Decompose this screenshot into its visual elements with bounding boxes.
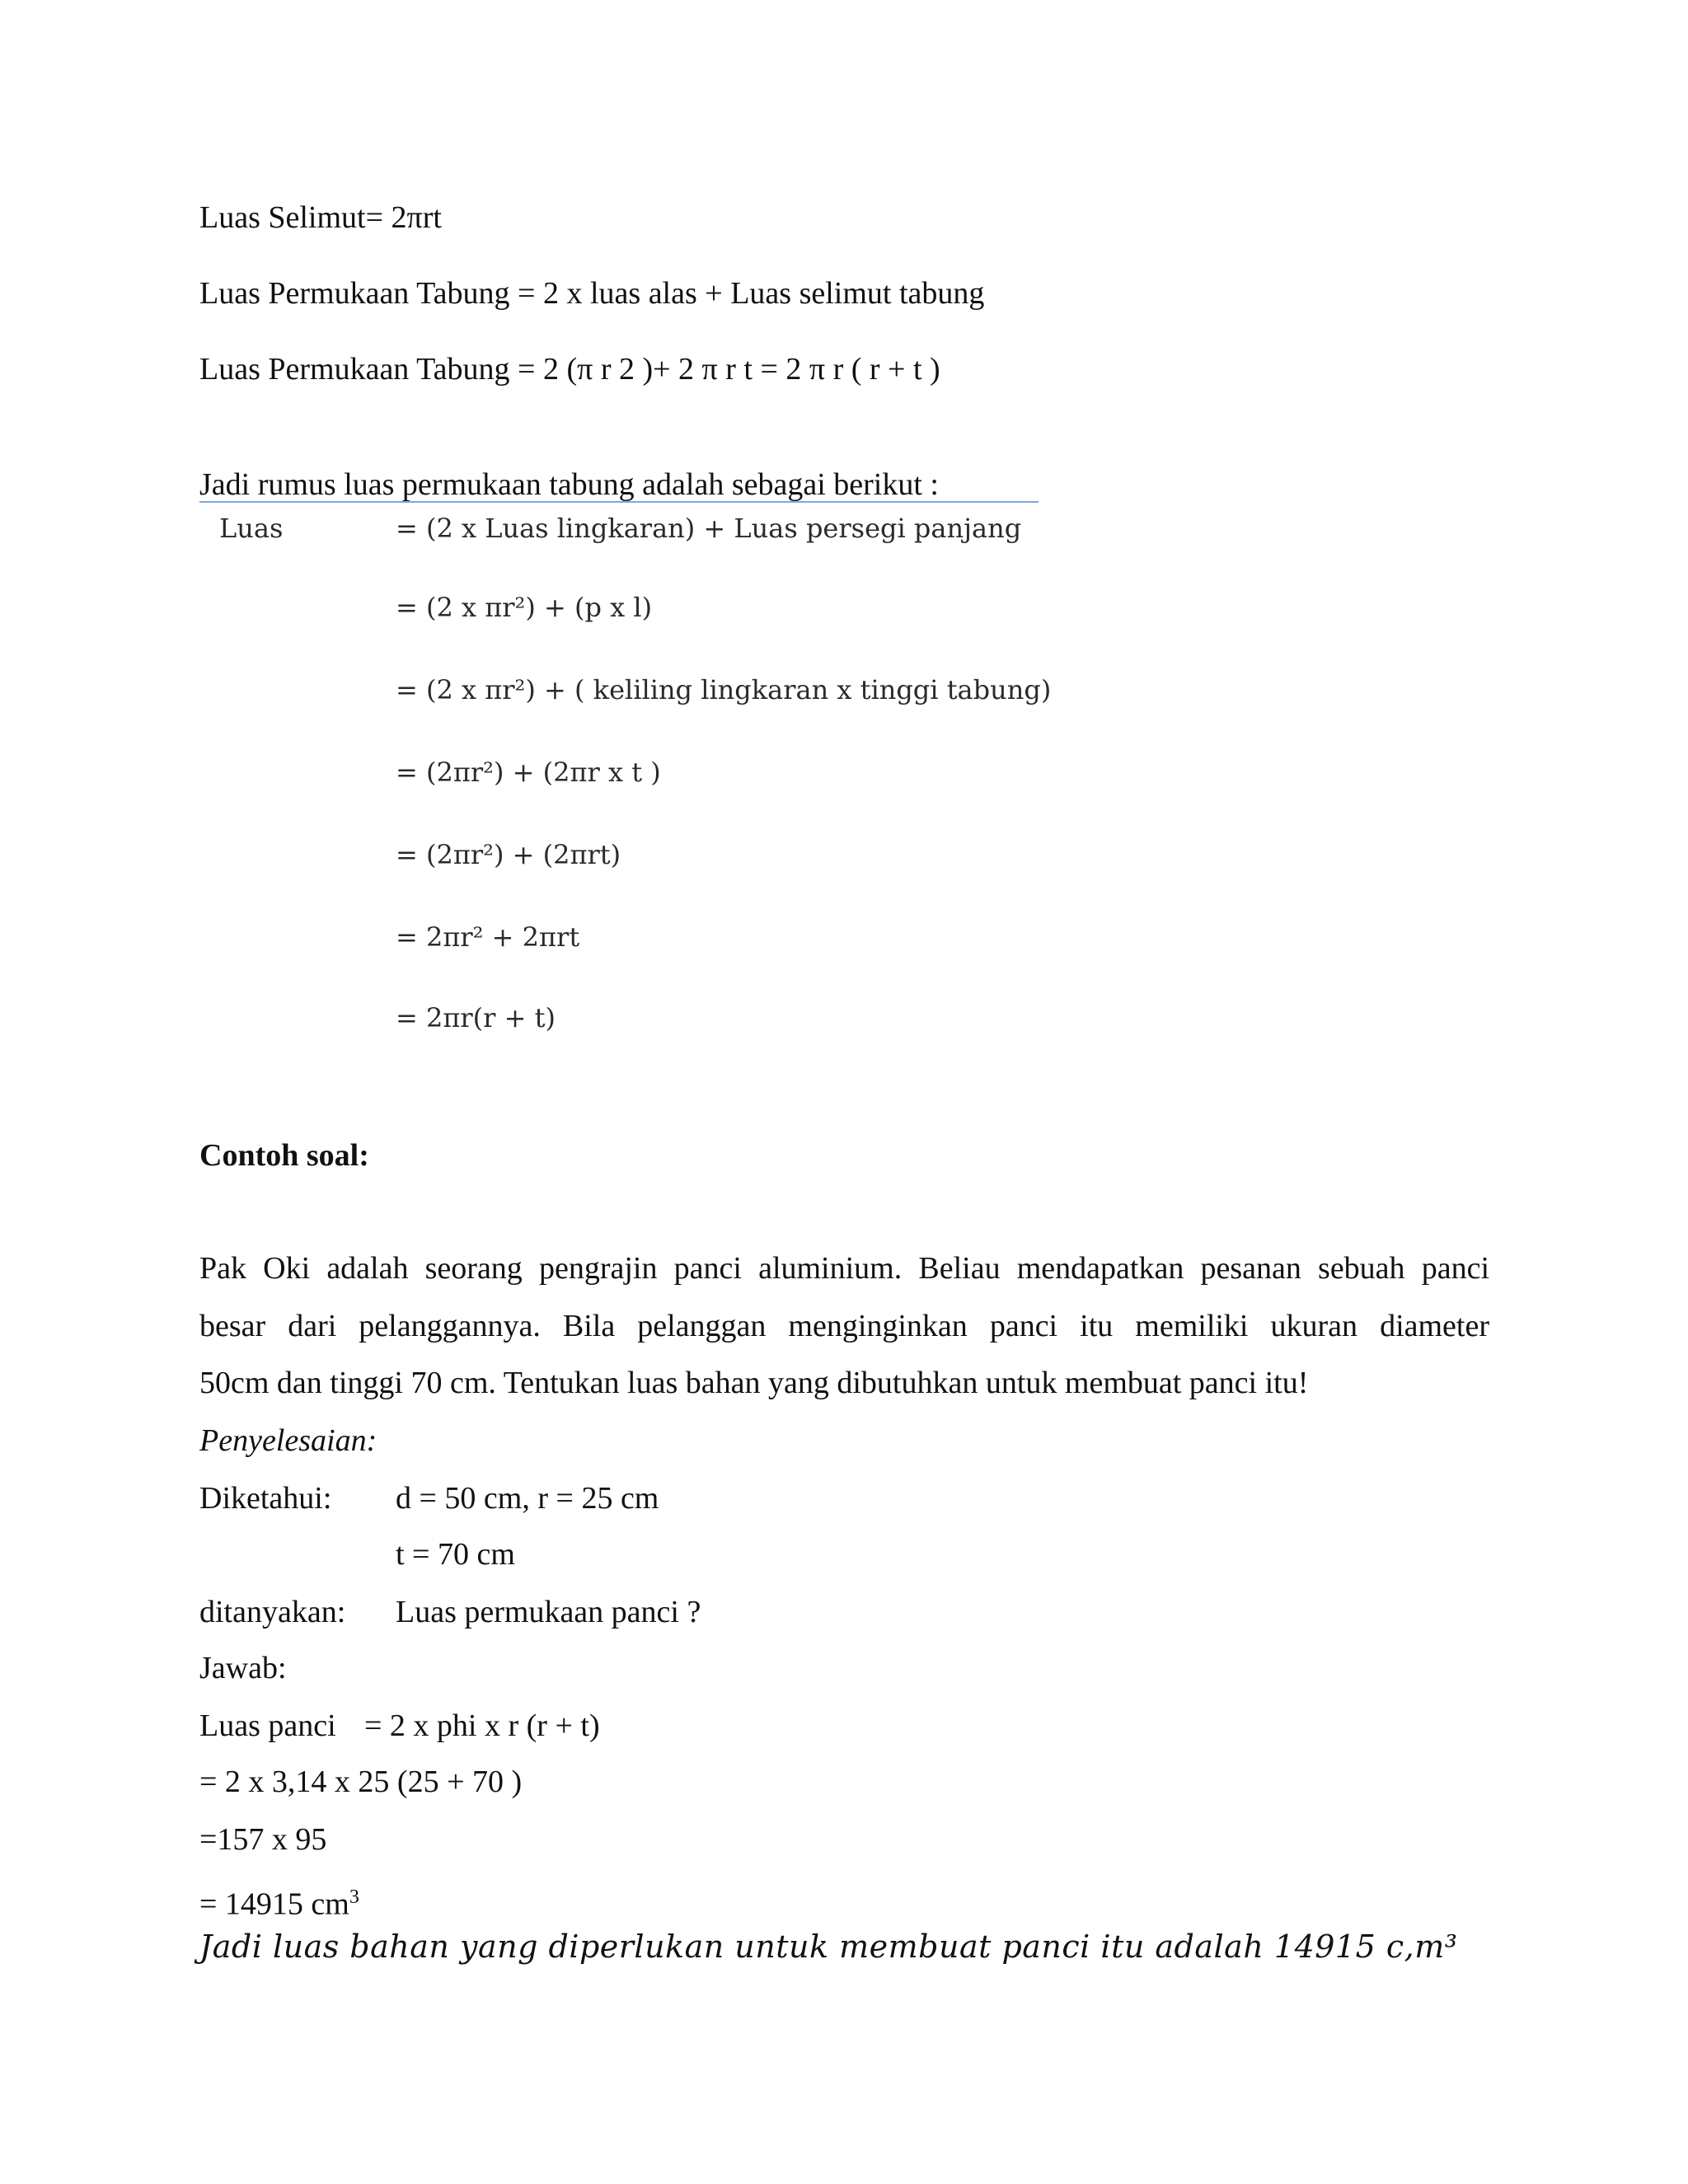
step-4-sup: 3 <box>349 1886 359 1908</box>
asked-value: Luas permukaan panci ? <box>396 1595 701 1629</box>
example-heading: Contoh soal: <box>199 1138 369 1173</box>
formula-row-6: = 2πr² + 2πrt <box>396 921 580 953</box>
conclusion-text: Jadi luas bahan yang diperlukan untuk membuat panci itu adalah 14915 c,m³ <box>199 1929 1458 1965</box>
solution-label: Penyelesaian: <box>199 1423 377 1458</box>
asked-label: ditanyakan: <box>199 1595 346 1629</box>
step-3: =157 x 95 <box>199 1822 327 1857</box>
formula-row-2: = (2 x πr²) + (p x l) <box>396 592 653 623</box>
answer-label: Jawab: <box>199 1651 287 1685</box>
step-2: = 2 x 3,14 x 25 (25 + 70 ) <box>199 1765 523 1799</box>
formula-row-4: = (2πr²) + (2πr x t ) <box>396 757 661 788</box>
formula-row-5: = (2πr²) + (2πrt) <box>396 839 621 870</box>
known-label: Diketahui: <box>199 1481 332 1516</box>
step-4 <box>199 1879 359 1923</box>
formula-row-7: = 2πr(r + t) <box>396 1002 556 1033</box>
formula-permukaan-1: Luas Permukaan Tabung = 2 x luas alas + Luas selimut tabung <box>199 276 985 311</box>
formula-label: Luas <box>219 513 284 544</box>
problem-line-3: 50cm dan tinggi 70 cm. Tentukan luas bahan yang dibutuhkan untuk membuat panci itu! <box>199 1366 1309 1400</box>
formula-row-1: = (2 x Luas lingkaran) + Luas persegi panjang <box>396 513 1022 544</box>
problem-line-2: besar dari pelanggannya. Bila pelanggan menginginkan panci itu memiliki ukuran diameter <box>199 1309 1489 1343</box>
intro-text: Jadi rumus luas permukaan tabung adalah sebagai berikut : <box>199 467 939 502</box>
step-1-value: = 2 x phi x r (r + t) <box>364 1708 600 1743</box>
formula-permukaan-2: Luas Permukaan Tabung = 2 (π r 2 )+ 2 π r t = 2 π r ( r + t ) <box>199 352 940 387</box>
step-4-text: = 14915 cm <box>199 1886 349 1922</box>
known-value-2: t = 70 cm <box>396 1537 515 1572</box>
formula-image <box>199 503 1052 1047</box>
formula-selimut: Luas Selimut= 2πrt <box>199 200 442 235</box>
step-1-label: Luas panci <box>199 1708 336 1743</box>
known-value-1: d = 50 cm, r = 25 cm <box>396 1481 659 1516</box>
problem-line-1: Pak Oki adalah seorang pengrajin panci aluminium. Beliau mendapatkan pesanan sebuah panci <box>199 1251 1489 1286</box>
formula-row-3: = (2 x πr²) + ( keliling lingkaran x tinggi tabung) <box>396 674 1052 705</box>
